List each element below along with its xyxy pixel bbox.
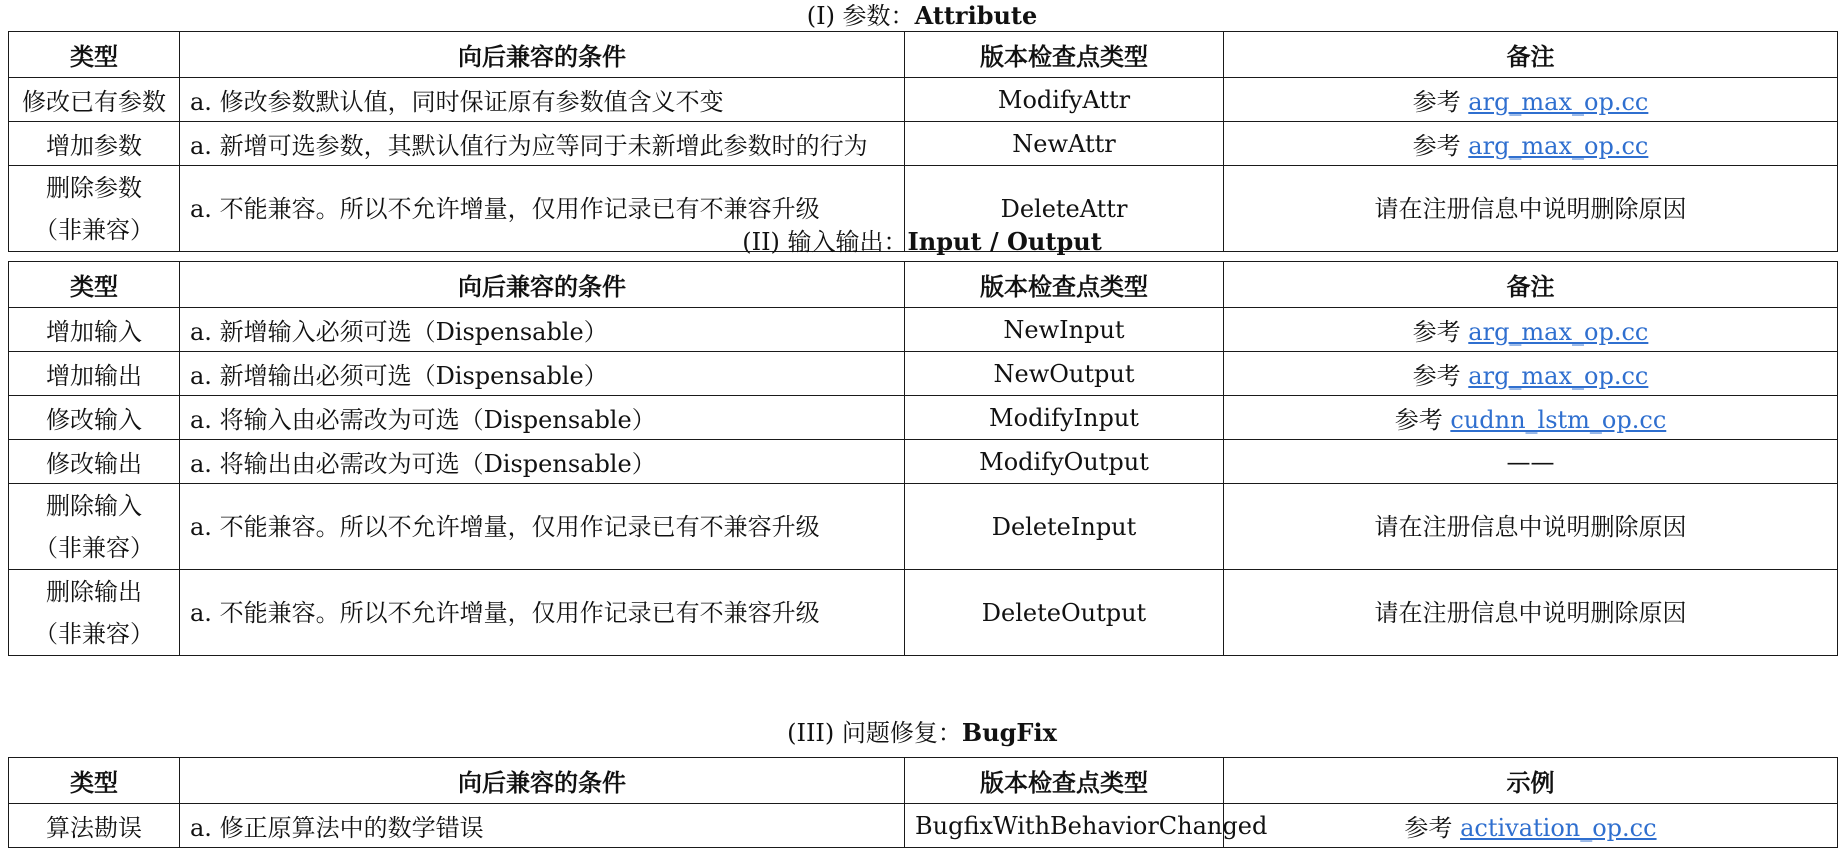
row-condition: a. 修改参数默认值，同时保证原有参数值含义不变 xyxy=(180,78,905,122)
section3-title-zh: (III) 问题修复： xyxy=(787,719,962,747)
row-note xyxy=(1224,804,1838,848)
reference-link[interactable]: arg_max_op.cc xyxy=(1468,88,1649,116)
header-checkpoint: 版本检查点类型 xyxy=(905,32,1224,78)
header-checkpoint: 版本检查点类型 xyxy=(905,758,1224,804)
row-note: 请在注册信息中说明删除原因 xyxy=(1224,166,1838,252)
row-type: 算法勘误 xyxy=(9,804,180,848)
row-type: 修改输入 xyxy=(9,396,180,440)
table-row xyxy=(9,308,1838,352)
section1-title-zh: (I) 参数： xyxy=(806,2,915,30)
note-prefix: 参考 xyxy=(1412,88,1469,116)
header-type: 类型 xyxy=(9,32,180,78)
table-row xyxy=(9,484,1838,570)
row-type xyxy=(9,484,180,570)
row-condition: a. 修正原算法中的数学错误 xyxy=(180,804,905,848)
row-note xyxy=(1224,308,1838,352)
row-note xyxy=(1224,78,1838,122)
row-checkpoint: NewAttr xyxy=(905,122,1224,166)
section1-title xyxy=(0,0,1844,32)
row-type xyxy=(9,570,180,656)
header-type: 类型 xyxy=(9,758,180,804)
attribute-table xyxy=(8,31,1838,252)
section2-title xyxy=(0,226,1844,258)
table-row xyxy=(9,122,1838,166)
input-output-table xyxy=(8,261,1838,656)
reference-link[interactable]: activation_op.cc xyxy=(1460,814,1657,842)
row-type: 增加输入 xyxy=(9,308,180,352)
header-condition: 向后兼容的条件 xyxy=(180,32,905,78)
row-type-line1: 删除输入 xyxy=(46,491,142,520)
row-condition: a. 新增输入必须可选（Dispensable） xyxy=(180,308,905,352)
row-checkpoint: ModifyInput xyxy=(905,396,1224,440)
section3-title-en: BugFix xyxy=(961,718,1057,747)
row-type: 修改已有参数 xyxy=(9,78,180,122)
reference-link[interactable]: arg_max_op.cc xyxy=(1468,318,1649,346)
row-note: —— xyxy=(1224,440,1838,484)
header-type: 类型 xyxy=(9,262,180,308)
section2-title-zh: (II) 输入输出： xyxy=(742,228,908,256)
table-row xyxy=(9,570,1838,656)
row-checkpoint: ModifyOutput xyxy=(905,440,1224,484)
reference-link[interactable]: arg_max_op.cc xyxy=(1468,362,1649,390)
row-condition: a. 新增可选参数，其默认值行为应等同于未新增此参数时的行为 xyxy=(180,122,905,166)
row-condition: a. 新增输出必须可选（Dispensable） xyxy=(180,352,905,396)
section1-title-en: Attribute xyxy=(914,1,1038,30)
row-type-line1: 删除输出 xyxy=(46,577,142,606)
table-row xyxy=(9,396,1838,440)
row-type-line1: 删除参数 xyxy=(46,173,142,202)
note-prefix: 参考 xyxy=(1412,318,1469,346)
row-condition: a. 将输出由必需改为可选（Dispensable） xyxy=(180,440,905,484)
row-note xyxy=(1224,352,1838,396)
row-note xyxy=(1224,122,1838,166)
row-checkpoint: BugfixWithBehaviorChanged xyxy=(905,804,1224,848)
reference-link[interactable]: arg_max_op.cc xyxy=(1468,132,1649,160)
row-checkpoint: NewOutput xyxy=(905,352,1224,396)
note-prefix: 参考 xyxy=(1412,362,1469,390)
row-type: 增加输出 xyxy=(9,352,180,396)
row-type-line2: （非兼容） xyxy=(34,533,154,562)
reference-link[interactable]: cudnn_lstm_op.cc xyxy=(1450,406,1667,434)
note-prefix: 参考 xyxy=(1394,406,1451,434)
section3-title xyxy=(0,717,1844,749)
header-condition: 向后兼容的条件 xyxy=(180,262,905,308)
row-type-line2: （非兼容） xyxy=(34,215,154,244)
note-prefix: 参考 xyxy=(1412,132,1469,160)
row-checkpoint: ModifyAttr xyxy=(905,78,1224,122)
row-condition: a. 不能兼容。所以不允许增量，仅用作记录已有不兼容升级 xyxy=(180,484,905,570)
header-checkpoint: 版本检查点类型 xyxy=(905,262,1224,308)
table-row xyxy=(9,804,1838,848)
row-checkpoint: DeleteOutput xyxy=(905,570,1224,656)
table-row xyxy=(9,352,1838,396)
header-note: 备注 xyxy=(1224,262,1838,308)
note-prefix: 参考 xyxy=(1404,814,1461,842)
row-note: 请在注册信息中说明删除原因 xyxy=(1224,484,1838,570)
row-checkpoint: NewInput xyxy=(905,308,1224,352)
header-note: 备注 xyxy=(1224,32,1838,78)
row-note xyxy=(1224,396,1838,440)
section2-title-en: Input / Output xyxy=(907,227,1102,256)
header-example: 示例 xyxy=(1224,758,1838,804)
table-row xyxy=(9,440,1838,484)
row-note: 请在注册信息中说明删除原因 xyxy=(1224,570,1838,656)
row-checkpoint: DeleteAttr xyxy=(905,166,1224,252)
row-type-line2: （非兼容） xyxy=(34,619,154,648)
header-condition: 向后兼容的条件 xyxy=(180,758,905,804)
row-condition: a. 不能兼容。所以不允许增量，仅用作记录已有不兼容升级 xyxy=(180,570,905,656)
row-condition: a. 将输入由必需改为可选（Dispensable） xyxy=(180,396,905,440)
bugfix-table xyxy=(8,757,1838,848)
table-row xyxy=(9,78,1838,122)
row-type: 增加参数 xyxy=(9,122,180,166)
row-type: 修改输出 xyxy=(9,440,180,484)
row-condition: a. 不能兼容。所以不允许增量，仅用作记录已有不兼容升级 xyxy=(180,166,905,252)
row-checkpoint: DeleteInput xyxy=(905,484,1224,570)
